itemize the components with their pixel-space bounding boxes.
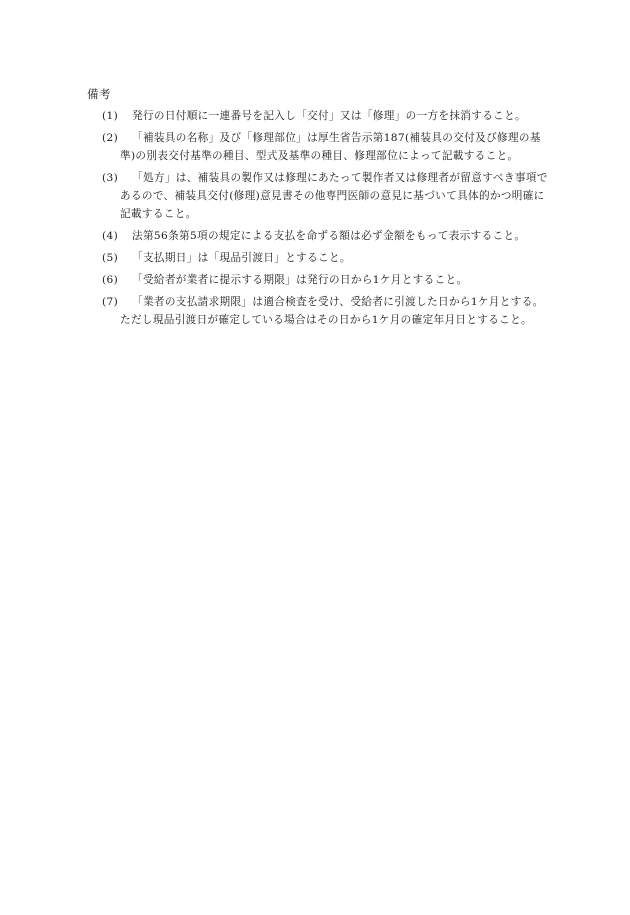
notes-heading: 備考 — [87, 87, 111, 101]
note-text: 法第56条第5項の規定による支払を命ずる額は必ず金額をもって表示すること。 — [132, 230, 526, 242]
note-item-2 — [102, 129, 552, 165]
note-text: 「処方」は、補装具の製作又は修理にあたって製作者又は修理者が留意すべき事項であるので、補装具交付(修理)意見書その他専門医師の意見に基づいて具体的かつ明確に記載すること。 — [120, 172, 548, 220]
note-number: (7) — [102, 296, 119, 308]
note-text: 「業者の支払請求期限」は適合検査を受け、受給者に引渡した日から1ケ月とする。ただし現品引渡日が確定している場合はその日から1ケ月の確定年月日とすること。 — [120, 296, 544, 326]
note-item-1 — [102, 107, 552, 125]
note-number: (6) — [102, 274, 119, 286]
note-text: 「補装具の名称」及び「修理部位」は厚生省告示第187(補装具の交付及び修理の基準)の別表交付基準の種目、型式及基準の種目、修理部位によって記載すること。 — [120, 132, 541, 162]
note-number: (1) — [102, 110, 119, 122]
note-item-5 — [102, 249, 552, 267]
note-item-4 — [102, 227, 552, 245]
note-text: 発行の日付順に一連番号を記入し「交付」又は「修理」の一方を抹消すること。 — [132, 110, 526, 122]
note-text: 「受給者が業者に提示する期限」は発行の日から1ケ月とすること。 — [132, 274, 468, 286]
note-number: (4) — [102, 230, 119, 242]
note-item-6 — [102, 271, 552, 289]
note-number: (5) — [102, 252, 119, 264]
note-number: (2) — [102, 132, 119, 144]
note-item-3 — [102, 169, 552, 223]
notes-list — [102, 107, 552, 333]
note-number: (3) — [102, 172, 119, 184]
note-item-7 — [102, 293, 552, 329]
note-text: 「支払期日」は「現品引渡日」とすること。 — [132, 252, 351, 264]
